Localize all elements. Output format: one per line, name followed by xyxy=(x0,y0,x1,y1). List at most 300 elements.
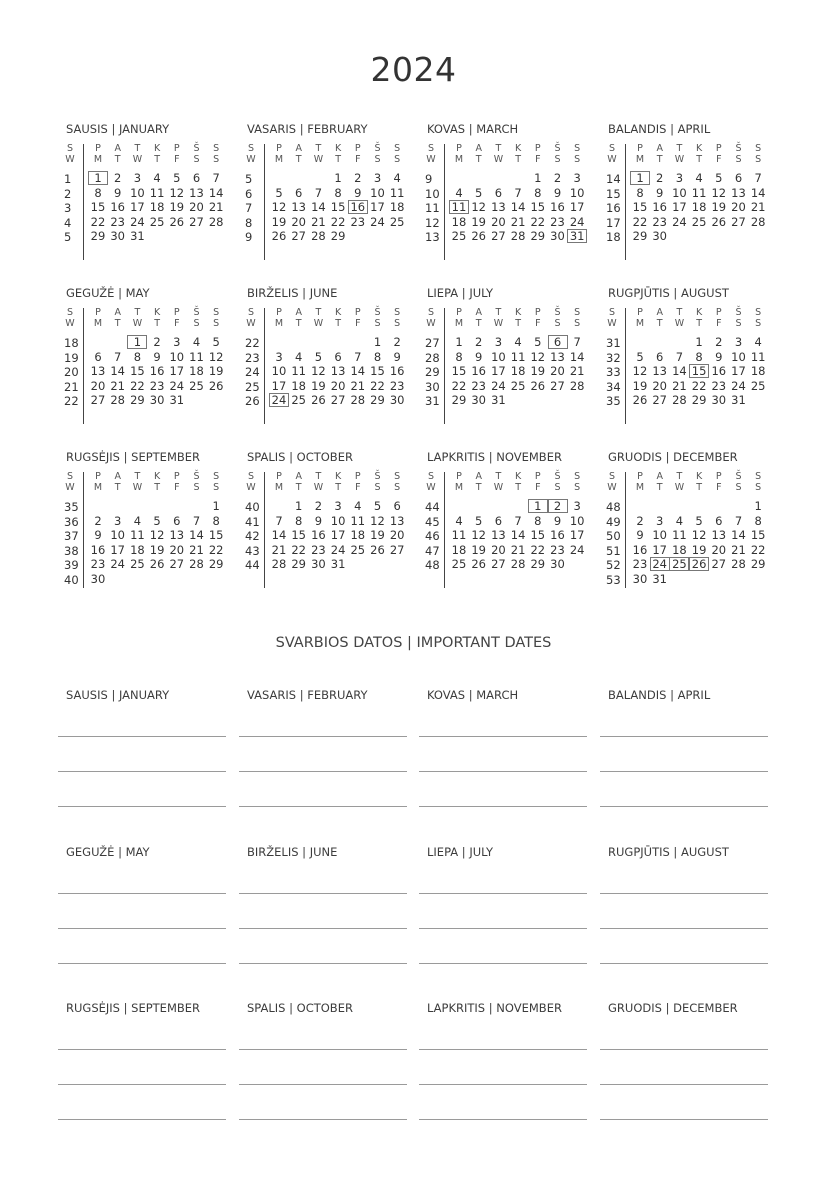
calendar-day: 13 xyxy=(731,185,746,200)
weekday-header-top: A xyxy=(475,307,482,318)
week-divider xyxy=(625,144,626,260)
note-line[interactable] xyxy=(239,893,407,894)
weekday-header-bottom: F xyxy=(535,482,541,493)
month-name: RUGPJŪTIS | AUGUST xyxy=(608,286,729,300)
calendar-day: 22 xyxy=(330,214,346,229)
calendar-day: 30 xyxy=(711,393,727,408)
calendar-day: 25 xyxy=(350,542,366,557)
calendar-day: 14 xyxy=(731,528,746,543)
calendar-day: 16 xyxy=(550,200,565,215)
calendar-day: 15 xyxy=(632,200,648,215)
calendar-day: 23 xyxy=(311,542,326,557)
calendar-day: 1 xyxy=(295,499,303,513)
weekday-header-bottom: T xyxy=(114,482,121,493)
calendar-day: 16 xyxy=(632,542,648,557)
note-line[interactable] xyxy=(58,1119,226,1120)
note-line[interactable] xyxy=(239,771,407,772)
calendar-day: 16 xyxy=(110,200,125,215)
week-number: 39 xyxy=(64,558,79,573)
calendar-day: 5 xyxy=(636,349,644,364)
calendar-day: 9 xyxy=(553,513,562,528)
weekday-header-top: S xyxy=(755,471,762,482)
calendar-day: 11 xyxy=(672,528,687,543)
note-line[interactable] xyxy=(419,1084,587,1085)
calendar-day: 10 xyxy=(569,513,585,528)
calendar-day: 7 xyxy=(275,513,283,528)
calendar-day: 11 xyxy=(750,349,766,364)
note-line[interactable] xyxy=(419,963,587,964)
calendar-day: 31 xyxy=(130,229,145,244)
important-month-name: VASARIS | FEBRUARY xyxy=(247,688,368,702)
calendar-day: 6 xyxy=(494,513,503,528)
calendar-day: 2 xyxy=(153,335,161,349)
calendar-day: 5 xyxy=(212,335,220,349)
weekday-header-top: K xyxy=(153,471,161,482)
week-divider xyxy=(83,144,84,260)
week-header-bottom: W xyxy=(246,482,256,493)
month-name: GRUODIS | DECEMBER xyxy=(608,450,738,464)
month-name: RUGSĖJIS | SEPTEMBER xyxy=(66,450,201,464)
week-number: 49 xyxy=(606,514,621,529)
weekday-header-top: P xyxy=(173,143,180,154)
calendar-day: 18 xyxy=(672,542,687,557)
weekday-header-top: P xyxy=(354,471,361,482)
week-number: 38 xyxy=(64,543,79,558)
weekday-header-top: T xyxy=(676,143,683,154)
calendar-day: 16 xyxy=(311,528,326,543)
note-line[interactable] xyxy=(600,771,768,772)
weekday-header-top: T xyxy=(134,307,141,318)
weekday-header-top: Š xyxy=(554,307,561,318)
calendar-day: 2 xyxy=(475,335,483,349)
calendar-day: 18 xyxy=(350,528,366,543)
weekday-header-bottom: S xyxy=(394,482,401,493)
week-header-bottom: W xyxy=(246,318,256,329)
note-line[interactable] xyxy=(419,806,587,807)
calendar-day: 26 xyxy=(711,214,727,229)
week-number: 44 xyxy=(245,558,260,573)
week-number: 20 xyxy=(64,365,79,380)
calendar-day: 30 xyxy=(471,393,486,408)
note-line[interactable] xyxy=(58,771,226,772)
note-line[interactable] xyxy=(600,893,768,894)
weekday-header-top: P xyxy=(637,307,643,318)
note-line[interactable] xyxy=(600,1119,768,1120)
calendar-day: 24 xyxy=(731,378,746,393)
calendar-day: 17 xyxy=(731,364,746,379)
note-line[interactable] xyxy=(600,1084,768,1085)
calendar-day: 19 xyxy=(208,364,224,379)
calendar-day: 8 xyxy=(133,349,142,364)
month-name: VASARIS | FEBRUARY xyxy=(247,122,368,136)
important-month-name: GEGUŽĖ | MAY xyxy=(66,845,150,859)
week-header-top: S xyxy=(66,471,74,482)
note-line[interactable] xyxy=(419,1049,587,1050)
calendar-day: 29 xyxy=(208,557,224,572)
week-number: 29 xyxy=(425,365,440,380)
note-line[interactable] xyxy=(239,1049,407,1050)
week-divider xyxy=(83,472,84,588)
note-line[interactable] xyxy=(58,1084,226,1085)
calendar-day: 28 xyxy=(510,229,526,244)
weekday-header-top: A xyxy=(295,307,302,318)
note-line[interactable] xyxy=(600,736,768,737)
weekday-header-top: P xyxy=(715,471,722,482)
weekday-header-top: Š xyxy=(554,471,561,482)
weekday-header-top: T xyxy=(315,143,322,154)
week-number: 6 xyxy=(245,186,253,201)
calendar-day: 19 xyxy=(370,528,385,543)
calendar-day: 8 xyxy=(534,513,542,528)
calendar-day: 16 xyxy=(652,200,667,215)
weekday-header-bottom: F xyxy=(355,318,361,329)
weekday-header-top: P xyxy=(276,143,282,154)
calendar-day: 21 xyxy=(750,200,766,215)
weekday-header-bottom: T xyxy=(656,154,663,165)
calendar-day: 26 xyxy=(208,378,224,393)
calendar-day: 13 xyxy=(711,528,727,543)
calendar-day: 25 xyxy=(291,393,306,408)
week-number: 11 xyxy=(425,201,440,216)
calendar-day: 29 xyxy=(691,393,707,408)
calendar-day: 8 xyxy=(754,513,762,528)
calendar-day: 21 xyxy=(672,378,687,393)
calendar-day: 8 xyxy=(534,185,542,200)
calendar-day: 23 xyxy=(389,378,405,393)
calendar-day: 12 xyxy=(311,364,326,379)
weekday-header-bottom: S xyxy=(755,318,762,329)
weekday-header-top: S xyxy=(755,307,762,318)
weekday-header-top: Š xyxy=(193,307,200,318)
calendar-day: 22 xyxy=(90,214,106,229)
calendar-day: 11 xyxy=(350,513,366,528)
month-name: SAUSIS | JANUARY xyxy=(66,122,170,136)
calendar-day: 13 xyxy=(550,349,565,364)
week-divider xyxy=(264,144,265,260)
calendar-day: 12 xyxy=(471,200,486,215)
weekday-header-top: S xyxy=(574,143,581,154)
calendar-day: 19 xyxy=(530,364,546,379)
weekday-header-bottom: T xyxy=(475,318,482,329)
calendar-day: 29 xyxy=(130,393,145,408)
weekday-header-top: Š xyxy=(735,471,742,482)
note-line[interactable] xyxy=(600,963,768,964)
calendar-day: 27 xyxy=(491,557,506,572)
calendar-day: 23 xyxy=(110,214,125,229)
calendar-day: 8 xyxy=(695,349,703,364)
calendar-day: 4 xyxy=(514,335,522,349)
calendar-day: 29 xyxy=(330,229,346,244)
note-line[interactable] xyxy=(600,806,768,807)
important-month-name: RUGPJŪTIS | AUGUST xyxy=(608,845,729,859)
calendar-day: 15 xyxy=(750,528,766,543)
calendar-day: 9 xyxy=(153,349,161,364)
calendar-day: 22 xyxy=(632,214,648,229)
weekday-header-top: P xyxy=(173,471,180,482)
week-number: 26 xyxy=(245,394,260,409)
week-divider xyxy=(264,472,265,588)
calendar-day: 11 xyxy=(389,185,405,200)
note-line[interactable] xyxy=(58,928,226,929)
week-number: 32 xyxy=(606,350,621,365)
calendar-day: 1 xyxy=(630,171,650,185)
calendar-day: 14 xyxy=(510,528,526,543)
calendar-day: 10 xyxy=(110,528,125,543)
calendar-day: 1 xyxy=(754,499,762,513)
year-title: 2024 xyxy=(370,50,457,89)
calendar-day: 14 xyxy=(189,528,204,543)
weekday-header-top: K xyxy=(514,471,522,482)
note-line[interactable] xyxy=(419,736,587,737)
note-line[interactable] xyxy=(239,1084,407,1085)
calendar-day: 28 xyxy=(350,393,366,408)
weekday-header-bottom: T xyxy=(696,154,702,165)
calendar-day: 7 xyxy=(192,513,201,528)
calendar-day: 9 xyxy=(94,528,102,543)
calendar-day: 29 xyxy=(451,393,467,408)
calendar-day: 27 xyxy=(169,557,185,572)
calendar-day: 11 xyxy=(451,528,467,543)
calendar-day: 17 xyxy=(672,200,687,215)
weekday-header-bottom: T xyxy=(295,318,302,329)
week-number: 46 xyxy=(425,529,440,544)
weekday-header-bottom: T xyxy=(295,482,302,493)
calendar-day: 14 xyxy=(350,364,366,379)
weekday-header-top: P xyxy=(276,307,282,318)
weekday-header-bottom: M xyxy=(274,154,284,165)
week-header-top: S xyxy=(247,143,255,154)
calendar-day: 26 xyxy=(471,229,486,244)
week-number: 31 xyxy=(606,336,621,350)
weekday-header-top: Š xyxy=(735,143,742,154)
calendar-day: 7 xyxy=(314,185,323,200)
calendar-day: 11 xyxy=(449,200,469,214)
calendar-day: 14 xyxy=(569,349,585,364)
calendar-day: 25 xyxy=(510,378,526,393)
week-header-bottom: W xyxy=(607,154,617,165)
weekday-header-bottom: M xyxy=(93,482,103,493)
calendar-day: 30 xyxy=(110,229,125,244)
calendar-day: 18 xyxy=(189,364,204,379)
calendar-day: 7 xyxy=(212,171,220,185)
weekday-header-top: A xyxy=(656,471,663,482)
calendar-day: 6 xyxy=(295,185,303,200)
weekday-header-bottom: M xyxy=(635,154,645,165)
calendar-day: 10 xyxy=(569,185,585,200)
weekday-header-top: Š xyxy=(554,143,561,154)
weekday-header-bottom: W xyxy=(674,318,685,329)
calendar-day: 26 xyxy=(149,557,165,572)
week-number: 1 xyxy=(64,172,72,186)
calendar-day: 13 xyxy=(491,528,506,543)
week-divider xyxy=(83,308,84,424)
note-line[interactable] xyxy=(239,736,407,737)
calendar-day: 28 xyxy=(110,393,125,408)
note-line[interactable] xyxy=(239,963,407,964)
calendar-day: 10 xyxy=(169,349,185,364)
week-number: 45 xyxy=(425,514,440,529)
note-line[interactable] xyxy=(419,928,587,929)
week-number: 2 xyxy=(64,186,72,201)
weekday-header-bottom: W xyxy=(493,482,504,493)
calendar-day: 14 xyxy=(208,185,224,200)
calendar-day: 27 xyxy=(491,229,506,244)
week-divider xyxy=(625,472,626,588)
calendar-day: 22 xyxy=(291,542,306,557)
week-header-top: S xyxy=(247,307,255,318)
week-number: 52 xyxy=(606,558,621,573)
weekday-header-top: A xyxy=(114,471,121,482)
calendar-day: 3 xyxy=(133,171,142,185)
weekday-header-top: T xyxy=(315,307,322,318)
week-header-top: S xyxy=(608,143,616,154)
calendar-day: 22 xyxy=(691,378,707,393)
weekday-header-bottom: S xyxy=(574,154,581,165)
weekday-header-bottom: T xyxy=(335,482,341,493)
calendar-day: 10 xyxy=(130,185,145,200)
calendar-day: 18 xyxy=(291,378,306,393)
note-line[interactable] xyxy=(58,1049,226,1050)
calendar-day: 11 xyxy=(691,185,707,200)
calendar-day: 22 xyxy=(370,378,385,393)
weekday-header-top: K xyxy=(695,143,703,154)
week-number: 12 xyxy=(425,215,440,230)
calendar-day: 19 xyxy=(691,542,707,557)
calendar-day: 7 xyxy=(734,513,743,528)
calendar-day: 18 xyxy=(750,364,766,379)
weekday-header-top: P xyxy=(95,471,101,482)
calendar-day: 21 xyxy=(510,542,526,557)
calendar-day: 31 xyxy=(169,393,185,408)
weekday-header-top: S xyxy=(394,307,401,318)
weekday-header-top: K xyxy=(334,307,342,318)
calendar-day: 14 xyxy=(750,185,766,200)
calendar-day: 21 xyxy=(208,200,224,215)
week-number: 50 xyxy=(606,529,621,544)
week-header-bottom: W xyxy=(426,154,436,165)
note-line[interactable] xyxy=(58,736,226,737)
weekday-header-top: P xyxy=(456,307,462,318)
calendar-day: 23 xyxy=(632,557,648,572)
calendar-day: 2 xyxy=(636,513,644,528)
calendar-day: 16 xyxy=(471,364,486,379)
note-line[interactable] xyxy=(58,893,226,894)
calendar-day: 2 xyxy=(94,513,102,528)
weekday-header-top: A xyxy=(295,143,302,154)
month-name: BALANDIS | APRIL xyxy=(608,122,711,136)
calendar-day: 20 xyxy=(652,378,667,393)
note-line[interactable] xyxy=(600,928,768,929)
calendar-day: 21 xyxy=(189,542,204,557)
note-line[interactable] xyxy=(239,1119,407,1120)
week-divider xyxy=(264,308,265,424)
calendar-day: 5 xyxy=(475,513,483,528)
week-number: 31 xyxy=(425,394,440,409)
calendar-day: 12 xyxy=(370,513,385,528)
calendar-day: 1 xyxy=(695,335,703,349)
weekday-header-top: T xyxy=(495,307,502,318)
weekday-header-top: P xyxy=(354,307,361,318)
calendar-day: 28 xyxy=(750,214,766,229)
calendar-day: 30 xyxy=(389,393,405,408)
important-dates-title: SVARBIOS DATOS | IMPORTANT DATES xyxy=(275,635,552,651)
calendar-day: 5 xyxy=(534,335,542,349)
calendar-day: 17 xyxy=(652,542,667,557)
calendar-day: 22 xyxy=(451,378,467,393)
weekday-header-bottom: T xyxy=(295,154,302,165)
weekday-header-bottom: S xyxy=(755,154,762,165)
calendar-day: 27 xyxy=(330,393,346,408)
note-line[interactable] xyxy=(58,963,226,964)
week-number: 48 xyxy=(606,500,621,514)
week-number: 16 xyxy=(606,201,621,216)
calendar-day: 22 xyxy=(530,214,546,229)
calendar-day: 10 xyxy=(731,349,746,364)
weekday-header-bottom: S xyxy=(554,482,561,493)
calendar-day: 24 xyxy=(650,557,670,571)
week-number: 21 xyxy=(64,379,79,394)
note-line[interactable] xyxy=(419,1119,587,1120)
calendar-day: 30 xyxy=(550,229,565,244)
calendar-day: 2 xyxy=(354,171,362,185)
weekday-header-top: K xyxy=(153,143,161,154)
calendar-day: 23 xyxy=(149,378,165,393)
weekday-header-top: P xyxy=(95,307,101,318)
important-month-name: SAUSIS | JANUARY xyxy=(66,688,170,702)
calendar-day: 30 xyxy=(652,229,667,244)
calendar-day: 25 xyxy=(750,378,766,393)
weekday-header-top: Š xyxy=(374,471,381,482)
calendar-day: 22 xyxy=(208,542,224,557)
calendar-day: 20 xyxy=(330,378,346,393)
weekday-header-bottom: M xyxy=(93,154,103,165)
calendar-day: 21 xyxy=(569,364,585,379)
note-line[interactable] xyxy=(600,1049,768,1050)
calendar-day: 9 xyxy=(393,349,401,364)
calendar-day: 12 xyxy=(632,364,648,379)
weekday-header-bottom: S xyxy=(374,154,381,165)
calendar-day: 3 xyxy=(334,499,342,513)
calendar-day: 15 xyxy=(208,528,224,543)
calendar-day: 2 xyxy=(314,499,323,513)
weekday-header-bottom: F xyxy=(174,154,180,165)
calendar-day: 12 xyxy=(149,528,165,543)
week-header-bottom: W xyxy=(246,154,256,165)
weekday-header-bottom: T xyxy=(475,482,482,493)
note-line[interactable] xyxy=(419,771,587,772)
calendar-day: 4 xyxy=(133,513,142,528)
note-line[interactable] xyxy=(58,806,226,807)
note-line[interactable] xyxy=(239,928,407,929)
calendar-day: 23 xyxy=(90,557,106,572)
calendar-day: 17 xyxy=(491,364,506,379)
week-header-bottom: W xyxy=(426,318,436,329)
calendar-day: 15 xyxy=(130,364,145,379)
calendar-day: 15 xyxy=(451,364,467,379)
week-header-top: S xyxy=(427,143,435,154)
calendar-day: 18 xyxy=(149,200,165,215)
calendar-day: 24 xyxy=(569,214,585,229)
calendar-day: 7 xyxy=(114,349,122,364)
calendar-day: 7 xyxy=(754,171,762,185)
weekday-header-bottom: F xyxy=(174,482,180,493)
calendar-day: 3 xyxy=(373,171,382,185)
note-line[interactable] xyxy=(419,893,587,894)
weekday-header-bottom: T xyxy=(154,154,160,165)
calendar-day: 20 xyxy=(491,542,506,557)
weekday-header-bottom: W xyxy=(313,154,324,165)
note-line[interactable] xyxy=(239,806,407,807)
